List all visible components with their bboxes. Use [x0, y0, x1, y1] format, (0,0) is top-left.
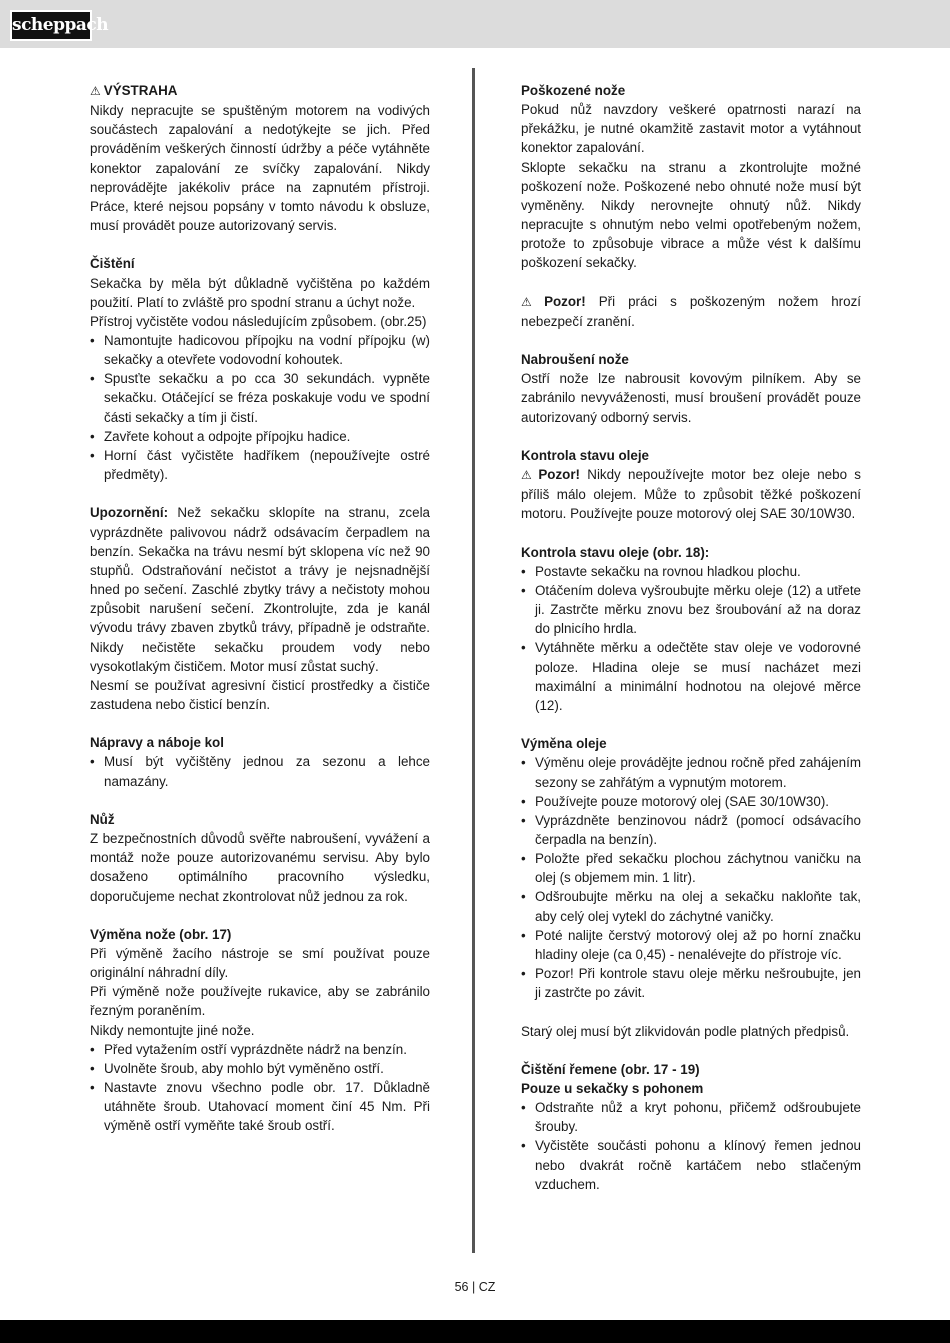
oil-check-heading: Kontrola stavu oleje: [521, 447, 649, 463]
damaged-heading: Poškozené nože: [521, 83, 626, 98]
list-item: • Spusťte sekačku a po cca 30 sekundách. vypněte sekačku. Otáčející se fréza poskakuje vodu ve spodní části sekačky a tím ji čistí.: [90, 369, 430, 426]
knife-heading: Nůž: [90, 811, 115, 827]
list-item: • Vytáhněte měrku a odečtěte stav oleje ve vodorovné poloze. Hladina oleje se musí nacházet mezi maximální a minimální hodnotou na olejové měrce (12).: [521, 638, 861, 715]
list-item: • Vyčistěte součásti pohonu a klínový řemen jednou nebo dvakrát ročně kartáčem nebo stlačeným vzduchem.: [521, 1136, 861, 1193]
list-item: • Horní část vyčistěte hadříkem (nepoužívejte ostré předměty).: [90, 446, 430, 484]
column-divider: [472, 68, 475, 1253]
list-item: • Odstraňte nůž a kryt pohonu, přičemž odšroubujete šrouby.: [521, 1098, 861, 1136]
list-item: • Pozor! Při kontrole stavu oleje měrku nešroubujte, jen ji zastrčte po závit.: [521, 964, 861, 1002]
notice-paragraph: Upozornění: Než sekačku sklopíte na stranu, zcela vyprázdněte palivovou nádrž odsávacím čerpadlem na benzín. Sekačka na trávu nesmí být sklopena víc než 90 stupňů. Odstraňování nečistot a trávy je nejsnadnější hned po sečení. Zaschlé zbytky trávy a nečistoty mohou způsobit narušení sečení. Zkontrolujte, zda je kanál vývodu trávy zbaven zbytků trávy, případně je odstraňte. Nikdy nečistěte sekačku proudem vody nebo vysokotlakým čističem. Motor musí zůstat suchý.: [90, 505, 430, 674]
notice-label: Upozornění:: [90, 505, 169, 521]
list-item: • Vyprázdněte benzinovou nádrž (pomocí odsávacího čerpadla na benzín).: [521, 811, 861, 849]
old-oil-paragraph: Starý olej musí být zlikvidován podle platných předpisů.: [521, 1023, 850, 1039]
belt-list: [521, 1098, 861, 1194]
cleaning-list: [90, 331, 430, 484]
list-item: • Postavte sekačku na rovnou hladkou plochu.: [521, 562, 861, 581]
warning-text: Nikdy nepracujte se spuštěným motorem na vodivých součástech zapalování a nedotýkejte se jich. Před prováděním veškerých činností údržby a péče vytáhněte konektor zapalování ze svíčky zapalování. Nikdy neprovádějte jakékoliv práce na zapnutém přístroji. Práce, které nejsou popsány v tomto návodu k obsluze, musí provádět pouze autorizovaný servis.: [90, 103, 430, 234]
oil-change-list: [521, 753, 861, 1002]
list-item: • Před vytažením ostří vyprázdněte nádrž na benzín.: [90, 1040, 430, 1059]
warning-heading: ⚠ VÝSTRAHA: [90, 83, 178, 98]
list-item: • Výměnu oleje provádějte jednou ročně před zahájením sezony se zahřátým a vypnutým motorem.: [521, 753, 861, 791]
knife-change-list: [90, 1040, 430, 1136]
oil-change-heading: Výměna oleje: [521, 736, 607, 752]
belt-subheading: Pouze u sekačky s pohonem: [521, 1081, 704, 1097]
list-item: • Používejte pouze motorový olej (SAE 30/10W30).: [521, 792, 861, 811]
page-number: 56 | CZ: [454, 1280, 496, 1294]
damaged-paragraph: Sklopte sekačku na stranu a zkontrolujte možné poškození nože. Poškozené nebo ohnuté nože musí být vyměněny. Nikdy nerovnejte ohnutý nůž. Nikdy nepracujte s ohnutým nebo velmi opotřebeným nožem, protože to způsobuje vibrace a může vést k dalšímu poškození sekačky.: [521, 159, 861, 271]
header-bar: [0, 0, 950, 48]
brand-logo: scheppach: [10, 10, 92, 41]
knife-change-paragraph: Nikdy nemontujte jiné nože.: [90, 1022, 255, 1038]
knife-change-paragraph: Při výměně nože používejte rukavice, aby se zabránilo řezným poraněním.: [90, 984, 430, 1019]
left-column: [90, 81, 430, 1136]
knife-paragraph: Z bezpečnostních důvodů svěřte nabroušení, vyvážení a montáž nože pouze autorizovanému servisu. Aby bylo dosaženo optimálního pracovního výsledku, doporučujeme nechat zkontrolovat nůž jednou za rok.: [90, 831, 430, 904]
oil-caution-paragraph: ⚠ Pozor! Nikdy nepoužívejte motor bez oleje nebo s příliš málo olejem. Může to způsobit těžké poškození motoru. Používejte pouze motorový olej SAE 30/10W30.: [521, 467, 861, 522]
list-item: • Musí být vyčištěny jednou za sezonu a lehce namazány.: [90, 752, 430, 790]
list-item: • Otáčením doleva vyšroubujte měrku oleje (12) a utřete ji. Zastrčte měrku znovu bez šroubování až na doraz do plnicího hrdla.: [521, 581, 861, 638]
oil-check-list: [521, 562, 861, 715]
oil-check2-heading: Kontrola stavu oleje (obr. 18):: [521, 544, 710, 560]
list-item: • Nastavte znovu všechno podle obr. 17. Důkladně utáhněte šroub. Utahovací moment činí 45 Nm. Při výměně ostří vyměňte také šroub ostří.: [90, 1078, 430, 1135]
warning-icon: ⚠: [521, 294, 542, 309]
cleaning-heading: Čištění: [90, 256, 135, 272]
caution-paragraph: ⚠ Pozor! Při práci s poškozeným nožem hrozí nebezpečí zranění.: [521, 293, 861, 329]
list-item: • Uvolněte šroub, aby mohlo být vyměněno ostří.: [90, 1059, 430, 1078]
belt-heading: Čištění řemene (obr. 17 - 19): [521, 1061, 700, 1077]
knife-change-heading: Výměna nože (obr. 17): [90, 926, 232, 942]
damaged-paragraph: Pokud nůž navzdory veškeré opatrnosti narazí na překážku, je nutné okamžitě zastavit motor a vytáhnout konektor zapalování.: [521, 102, 861, 156]
knife-change-paragraph: Při výměně žacího nástroje se smí používat pouze originální náhradní díly.: [90, 945, 430, 981]
warning-icon: ⚠: [90, 84, 101, 98]
cleaning-paragraph: Sekačka by měla být důkladně vyčištěna po každém použití. Platí to zvláště pro spodní stranu a úchyt nože.: [90, 275, 430, 310]
footer-bar: [0, 1320, 950, 1343]
cleaning-paragraph: Přístroj vyčistěte vodou následujícím způsobem. (obr.25): [90, 313, 427, 329]
sharpen-paragraph: Ostří nože lze nabrousit kovovým pilníkem. Aby se zabránilo nevyváženosti, musí broušení provádět pouze autorizovaný odborný servis.: [521, 371, 861, 425]
axles-heading: Nápravy a náboje kol: [90, 735, 224, 751]
warning-icon: ⚠: [521, 468, 536, 483]
right-column: [521, 81, 861, 1194]
list-item: • Namontujte hadicovou přípojku na vodní přípojku (w) sekačky a otevřete vodovodní kohoutek.: [90, 331, 430, 369]
notice-paragraph-2: Nesmí se používat agresivní čisticí prostředky a čističe zastudena nebo čisticí benzín.: [90, 677, 430, 712]
axles-list: [90, 752, 430, 790]
sharpen-heading: Nabroušení nože: [521, 352, 629, 368]
list-item: • Položte před sekačku plochou záchytnou vaničku na olej (s objemem min. 1 litr).: [521, 849, 861, 887]
list-item: • Poté nalijte čerstvý motorový olej až po horní značku hladiny oleje (ca 0,45) - nenalévejte do přístroje víc.: [521, 926, 861, 964]
list-item: • Odšroubujte měrku na olej a sekačku nakloňte tak, aby celý olej vytekl do záchytné vaničky.: [521, 887, 861, 925]
list-item: • Zavřete kohout a odpojte přípojku hadice.: [90, 427, 430, 446]
